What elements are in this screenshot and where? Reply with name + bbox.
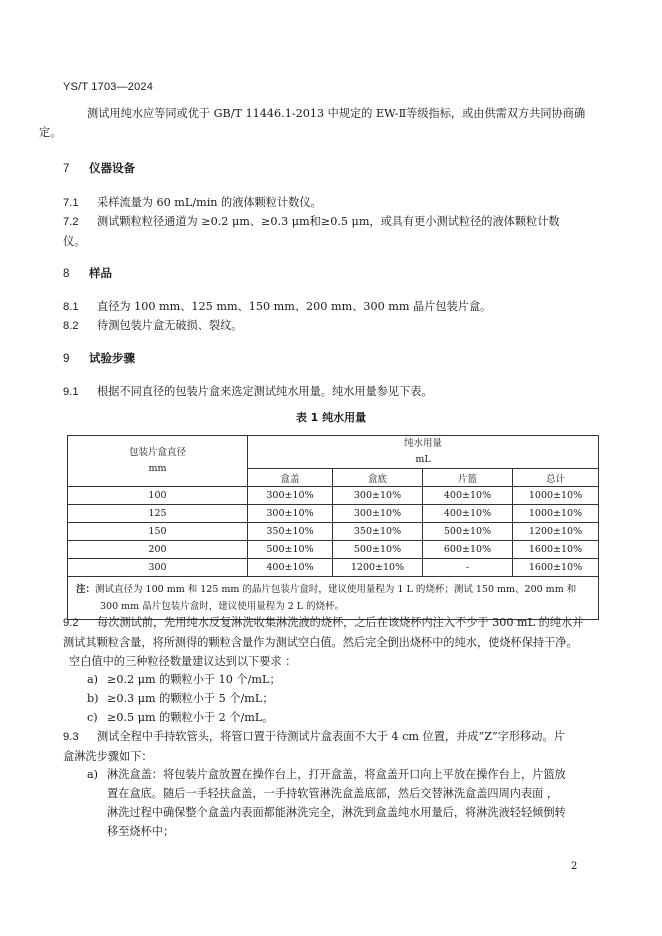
- list-marker: c): [87, 711, 98, 724]
- table-cell: 400±10%: [423, 487, 513, 505]
- table-cell: 400±10%: [423, 505, 513, 523]
- table-row: [68, 523, 599, 541]
- table-row: [68, 559, 599, 577]
- table-title: 表 1 纯水用量: [295, 411, 367, 424]
- table-cell: 300: [68, 559, 248, 577]
- table-cell: 500±10%: [333, 541, 423, 559]
- clause-text: 测试全程中手持软管头，将管口置于待测试片盒表面不大于 4 cm 位置，并成“Z”字形移动。片: [97, 730, 565, 743]
- clause-text: 根据不同直径的包装片盒来选定测试纯水用量。纯水用量参见下表。: [97, 385, 433, 398]
- table-cell: 125: [68, 505, 248, 523]
- clause-8-2: [63, 316, 598, 336]
- sub-header-lid: 盒盖: [248, 469, 333, 487]
- table-cell: 1000±10%: [513, 487, 599, 505]
- list-item: [87, 708, 281, 727]
- section-7-heading: [63, 160, 135, 176]
- list-item-text-continued: 置在盒底。随后一手轻扶盒盖，一手持软管淋洗盒盖底部，然后交替淋洗盒盖四周内表面 ，: [107, 787, 559, 800]
- table-cell: -: [423, 559, 513, 577]
- clause-9-3: [63, 727, 603, 766]
- col-header-water-usage: [248, 436, 599, 469]
- clause-number: 8.2: [63, 320, 79, 332]
- clause-text-continued: 仪。: [63, 235, 86, 248]
- table-cell: 200: [68, 541, 248, 559]
- header-unit: mL: [415, 454, 431, 465]
- clause-text-continued: 测试其颗粒含量，将所测得的颗粒含量作为测试空白值。然后完全倒出烧杯中的纯水，使烧杯保持干净。: [63, 636, 578, 649]
- clause-text: 测试颗粒粒径通道为 ≥0.2 μm、≥0.3 μm和≥0.5 μm，或具有更小测试粒径的液体颗粒计数: [97, 215, 560, 228]
- list-item-text-continued: 移至烧杯中；: [107, 825, 175, 838]
- col-header-diameter: [68, 436, 248, 487]
- intro-paragraph: [39, 104, 598, 142]
- section-number: 9: [63, 353, 70, 365]
- section-8-heading: [63, 265, 112, 281]
- note-text: 测试直径为 100 mm 和 125 mm 的晶片包装片盒时，建议使用量程为 1 L 的烧杯；测试 150 mm、200 mm 和: [95, 584, 577, 595]
- table-cell: 300±10%: [248, 487, 333, 505]
- section-title: 试验步骤: [89, 351, 135, 365]
- table-cell: 400±10%: [248, 559, 333, 577]
- sub-header-basket: 片篮: [423, 469, 513, 487]
- table-cell: 150: [68, 523, 248, 541]
- list-item: [87, 765, 599, 841]
- table-cell: 100: [68, 487, 248, 505]
- table-cell: 350±10%: [248, 523, 333, 541]
- clause-9-2: [63, 613, 603, 671]
- table-cell: 1200±10%: [333, 559, 423, 577]
- water-usage-table: [67, 435, 599, 620]
- section-title: 样品: [89, 266, 112, 280]
- table-cell: 600±10%: [423, 541, 513, 559]
- clause-text: 每次测试前，先用纯水反复淋洗收集淋洗液的烧杯，之后在该烧杯内注入不少于 300 mL 的纯水并: [97, 616, 584, 629]
- table-cell: 500±10%: [248, 541, 333, 559]
- clause-8-1: [63, 297, 598, 317]
- table-row: [68, 505, 599, 523]
- list-item-text: ≥0.3 μm 的颗粒小于 5 个/mL；: [107, 692, 274, 705]
- list-item-text: ≥0.5 μm 的颗粒小于 2 个/mL。: [107, 711, 274, 724]
- note-text-continued: 300 mm 晶片包装片盒时，建议使用量程为 2 L 的烧杯。: [100, 601, 345, 612]
- table-cell: 300±10%: [333, 505, 423, 523]
- table-row: [68, 487, 599, 505]
- clause-text: 采样流量为 60 mL/min 的液体颗粒计数仪。: [97, 196, 322, 209]
- sub-header-total: 总计: [513, 469, 599, 487]
- table-cell: 350±10%: [333, 523, 423, 541]
- header-text: 包装片盒直径: [128, 447, 186, 458]
- clause-9-1: [63, 382, 598, 402]
- note-label: 注：: [76, 584, 96, 595]
- clause-number: 9.3: [63, 731, 79, 743]
- header-unit: mm: [148, 463, 167, 474]
- list-item-text: 淋洗盒盖：将包装片盒放置在操作台上，打开盒盖，将盒盖开口向上平放在操作台上，片篮放: [107, 768, 566, 781]
- list-marker: a): [87, 768, 99, 781]
- list-item: [87, 689, 281, 708]
- header-text: 纯水用量: [404, 438, 443, 449]
- table-cell: 300±10%: [333, 487, 423, 505]
- clause-number: 8.1: [63, 301, 79, 313]
- clause-number: 7.1: [63, 197, 79, 209]
- section-9-heading: [63, 350, 135, 366]
- list-item-text-continued: 淋洗过程中确保整个盒盖内表面都能淋洗完全，淋洗到盒盖纯水用量后，将淋洗液轻轻倾倒转: [107, 806, 566, 819]
- list-marker: b): [87, 692, 99, 705]
- list-marker: a): [87, 673, 99, 686]
- table-cell: 1000±10%: [513, 505, 599, 523]
- intro-line-2: 定。: [39, 126, 62, 139]
- table-cell: 500±10%: [423, 523, 513, 541]
- intro-line-1: 测试用纯水应等同或优于 GB/T 11446.1-2013 中规定的 EW-Ⅱ等级指标，或由供需双方共同协商确: [87, 107, 586, 120]
- clause-number: 9.1: [63, 386, 79, 398]
- standard-number-header: YS/T 1703—2024: [63, 81, 154, 93]
- page-number: 2: [571, 861, 578, 872]
- clause-7-2: [63, 212, 598, 251]
- clause-text: 直径为 100 mm、125 mm、150 mm、200 mm、300 mm 晶片包装片盒。: [97, 300, 492, 313]
- sub-header-base: 盒底: [333, 469, 423, 487]
- section-number: 8: [63, 268, 70, 280]
- table-cell: 1600±10%: [513, 559, 599, 577]
- clause-text-continued: 空白值中的三种粒径数量建议达到以下要求 ：: [69, 655, 297, 668]
- table-cell: 1600±10%: [513, 541, 599, 559]
- list-item-text: ≥0.2 μm 的颗粒小于 10 个/mL；: [107, 673, 281, 686]
- rinse-step-list: [87, 765, 599, 841]
- blank-requirement-list: [87, 670, 281, 727]
- table-cell: 1200±10%: [513, 523, 599, 541]
- table-cell: 300±10%: [248, 505, 333, 523]
- section-number: 7: [63, 163, 70, 175]
- section-title: 仪器设备: [89, 161, 135, 175]
- clause-7-1: [63, 193, 598, 213]
- table-row: [68, 541, 599, 559]
- clause-number: 7.2: [63, 216, 79, 228]
- clause-text: 待测包装片盒无破损、裂纹。: [97, 319, 243, 332]
- clause-number: 9.2: [63, 617, 79, 629]
- clause-text-continued: 盒淋洗步骤如下：: [63, 750, 153, 763]
- list-item: [87, 670, 281, 689]
